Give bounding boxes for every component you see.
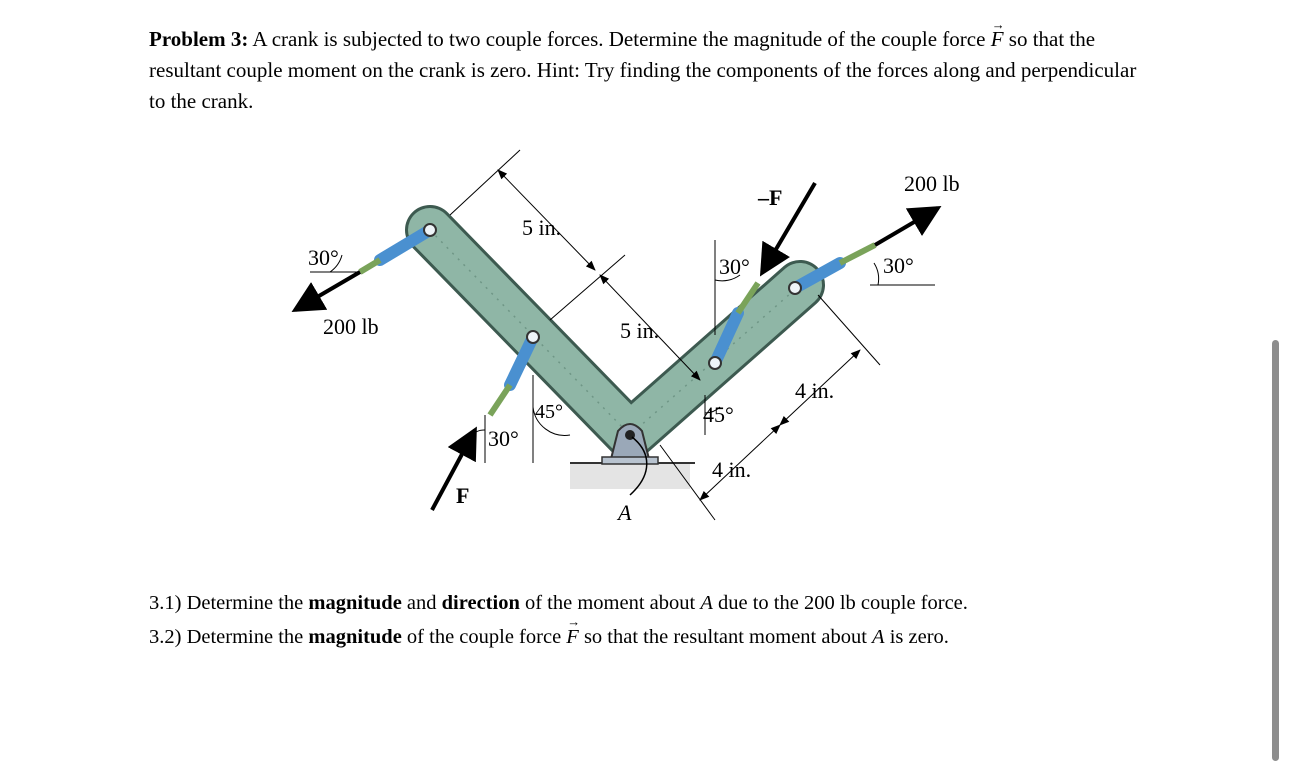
joint-lower-right <box>709 357 721 369</box>
problem-label: Problem 3: <box>149 27 249 51</box>
problem-text-before: A crank is subjected to two couple forces. Determine the magnitude of the couple force <box>248 27 991 51</box>
rod-upper-left <box>360 260 380 272</box>
dim-extension-3 <box>818 295 880 365</box>
q1-number: 3.1) <box>149 592 182 614</box>
label-neg-f: –F <box>758 185 783 210</box>
label-force-200-left: 200 lb <box>323 314 379 339</box>
q1-text-2: and <box>401 592 442 614</box>
label-angle-30-right: 30° <box>883 253 914 278</box>
q1-var-a: A <box>700 592 713 614</box>
question-3-2 <box>149 620 1149 654</box>
q1-text-3: of the moment about <box>519 592 701 614</box>
label-angle-30-left: 30° <box>308 245 339 270</box>
force-arrow-200-right <box>875 208 938 245</box>
q2-text-1: Determine the <box>181 626 309 648</box>
q2-var-a: A <box>872 626 885 648</box>
vector-f-symbol: → F <box>991 24 1004 55</box>
problem-statement <box>149 24 1149 117</box>
label-dim-4in-lower: 4 in. <box>712 457 752 482</box>
label-angle-45-left: 45° <box>535 401 563 423</box>
label-pin-a: A <box>618 500 632 525</box>
label-angle-45-right: 45° <box>703 402 734 427</box>
q1-text-4: due to the 200 lb couple force. <box>712 592 968 614</box>
q1-bold-direction: direction <box>441 592 520 614</box>
arc-30-right <box>874 263 879 285</box>
q2-vector-f: → F <box>566 620 579 654</box>
force-arrow-200-left <box>295 272 360 310</box>
crank-diagram <box>280 145 1000 535</box>
label-angle-30-bottom: 30° <box>488 426 519 451</box>
rod-upper-right <box>840 245 875 263</box>
questions <box>149 586 1149 654</box>
joint-upper-right <box>789 282 801 294</box>
q2-text-3: so that the resultant moment about <box>578 626 873 648</box>
q1-text-1: Determine the <box>181 592 309 614</box>
q2-number: 3.2) <box>149 626 182 648</box>
joint-upper-left <box>424 224 436 236</box>
label-dim-5in-lower: 5 in. <box>620 318 660 343</box>
question-3-1 <box>149 586 1149 620</box>
label-angle-30-mid: 30° <box>719 254 750 279</box>
q1-bold-magnitude: magnitude <box>308 592 402 614</box>
q2-bold-magnitude: magnitude <box>308 626 402 648</box>
q2-text-2: of the couple force <box>401 626 567 648</box>
support-base <box>602 457 658 464</box>
label-dim-5in-upper: 5 in. <box>522 215 562 240</box>
vertical-scrollbar[interactable] <box>1272 340 1279 761</box>
joint-lower-left <box>527 331 539 343</box>
crank-diagram-svg <box>280 145 1000 535</box>
ground <box>570 463 690 489</box>
rod-lower-left <box>490 385 510 415</box>
label-force-200-right: 200 lb <box>904 171 960 196</box>
q2-text-4: is zero. <box>884 626 949 648</box>
problem-text-after: so that the resultant couple moment on the crank is zero. Hint: Try finding the components of the forces along and perpendicular to the crank. <box>149 27 1137 113</box>
label-force-f: F <box>456 483 470 508</box>
label-dim-4in-upper: 4 in. <box>795 378 835 403</box>
dim-extension-2 <box>550 255 625 320</box>
